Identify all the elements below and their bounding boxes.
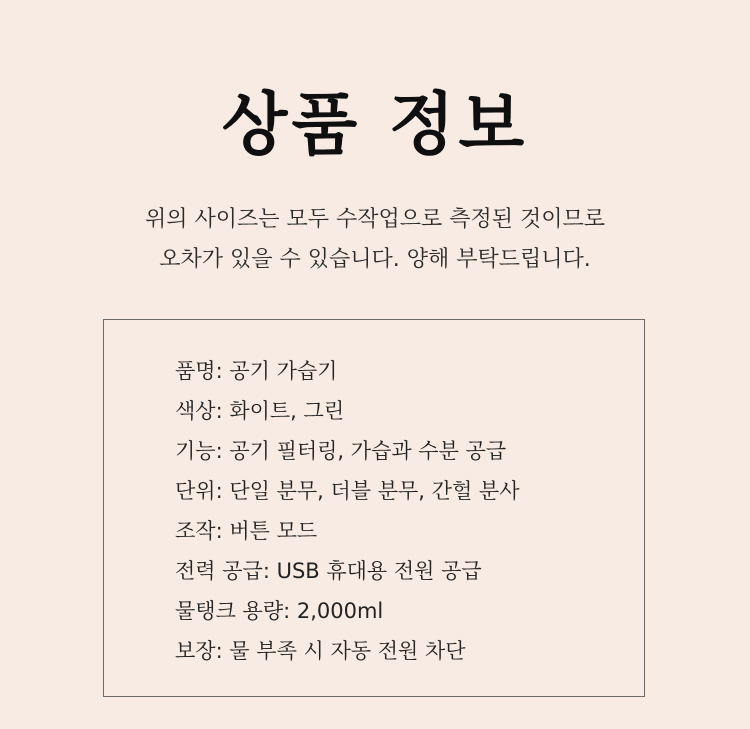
spec-box bbox=[103, 319, 645, 697]
spec-item-function: 기능: 공기 필터링, 가습과 수분 공급 bbox=[175, 439, 507, 463]
notice-line-2: 오차가 있을 수 있습니다. 양해 부탁드립니다. bbox=[159, 247, 591, 272]
spec-item-mode: 단위: 단일 분무, 더블 분무, 간헐 분사 bbox=[175, 479, 520, 503]
spec-item-operation: 조작: 버튼 모드 bbox=[175, 519, 318, 543]
measurement-notice bbox=[0, 200, 750, 280]
spec-item-color: 색상: 화이트, 그린 bbox=[175, 399, 345, 423]
spec-list bbox=[175, 351, 519, 671]
spec-item-capacity: 물탱크 용량: 2,000ml bbox=[175, 599, 384, 623]
spec-item-power: 전력 공급: USB 휴대용 전원 공급 bbox=[175, 559, 482, 583]
notice-line-1: 위의 사이즈는 모두 수작업으로 측정된 것이므로 bbox=[144, 207, 605, 232]
spec-item-name: 품명: 공기 가습기 bbox=[175, 359, 338, 383]
spec-item-protection: 보장: 물 부족 시 자동 전원 차단 bbox=[175, 639, 466, 663]
page-title: 상품 정보 bbox=[221, 85, 529, 165]
